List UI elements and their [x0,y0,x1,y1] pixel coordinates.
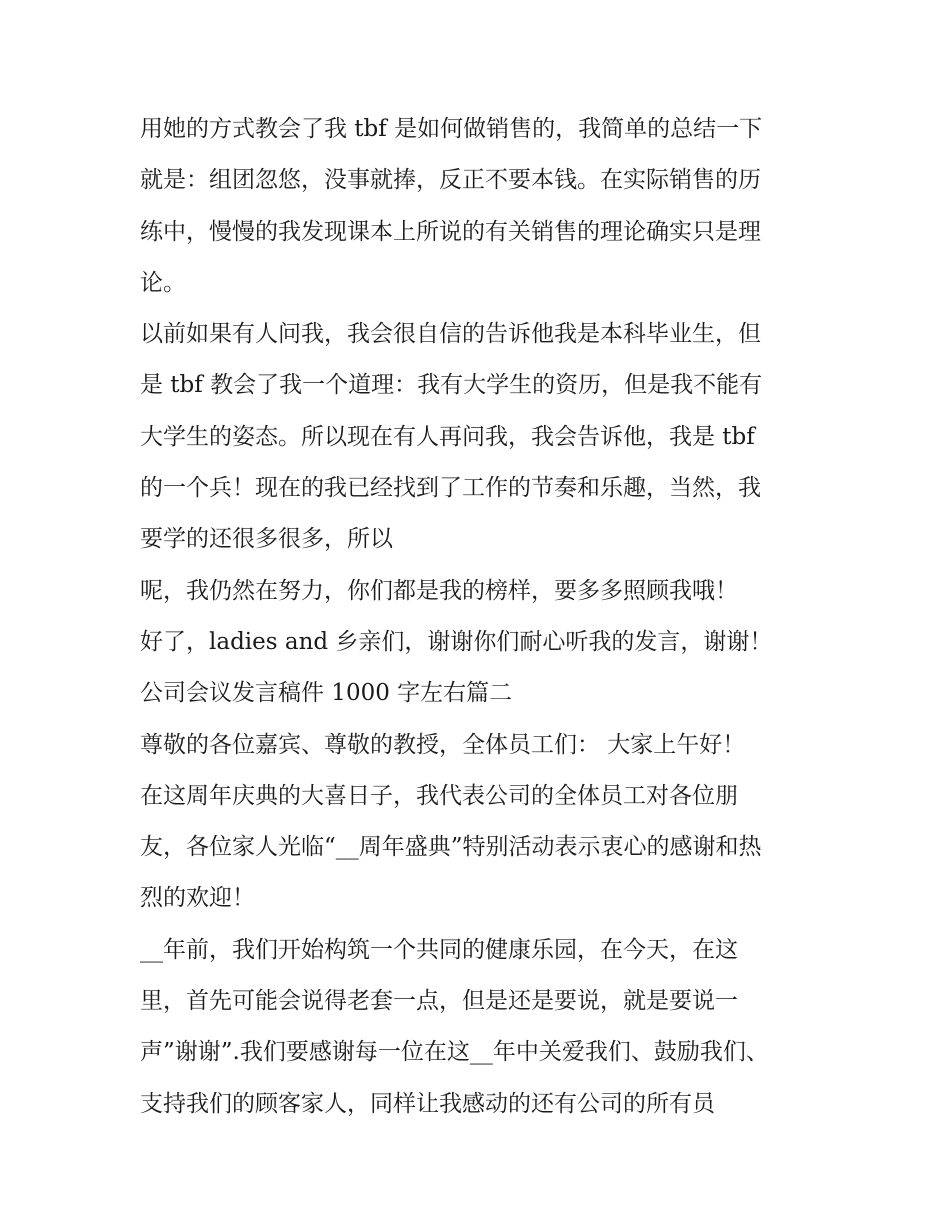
text-line: __年前，我们开始构筑一个共同的健康乐园，在今天，在这 [140,936,738,963]
text-line: 呢，我仍然在努力，你们都是我的榜样，要多多照顾我哦！ [140,577,738,604]
text-line: 要学的还很多很多，所以 [140,526,393,553]
text-line: 友，各位家人光临“__周年盛典”特别活动表示衷心的感谢和热 [140,834,762,861]
text-line: 在这周年庆典的大喜日子，我代表公司的全体员工对各位朋 [140,782,738,809]
text-line: 大学生的姿态。所以现在有人再问我，我会告诉他，我是 tbf [140,423,755,450]
text-line: 里，首先可能会说得老套一点，但是还是要说，就是要说一 [140,988,738,1015]
text-line: 用她的方式教会了我 tbf 是如何做销售的，我简单的总结一下 [140,116,763,142]
text-line: 就是：组团忽悠，没事就捧，反正不要本钱。在实际销售的历 [140,167,761,194]
text-line: 是 tbf 教会了我一个道理：我有大学生的资历，但是我不能有 [140,372,763,399]
text-line: 练中，慢慢的我发现课本上所说的有关销售的理论确实只是理 [140,218,761,245]
text-line: 论。 [140,269,186,296]
section-heading: 公司会议发言稿件 1000 字左右篇二 [140,680,513,707]
text-line: 好了，ladies and 乡亲们，谢谢你们耐心听我的发言，谢谢！ [140,628,773,655]
text-line: 声”谢谢”.我们要感谢每一位在这__年中关爱我们、鼓励我们、 [140,1039,769,1066]
document-body [140,104,820,1130]
text-line: 的一个兵！现在的我已经找到了工作的节奏和乐趣，当然，我 [140,475,761,502]
text-line: 尊敬的各位嘉宾、尊敬的教授，全体员工们： 大家上午好！ [140,731,746,758]
text-line: 支持我们的顾客家人，同样让我感动的还有公司的所有员 [140,1090,715,1117]
text-line: 以前如果有人问我，我会很自信的告诉他我是本科毕业生，但 [140,321,761,348]
text-line: 烈的欢迎！ [140,885,255,912]
